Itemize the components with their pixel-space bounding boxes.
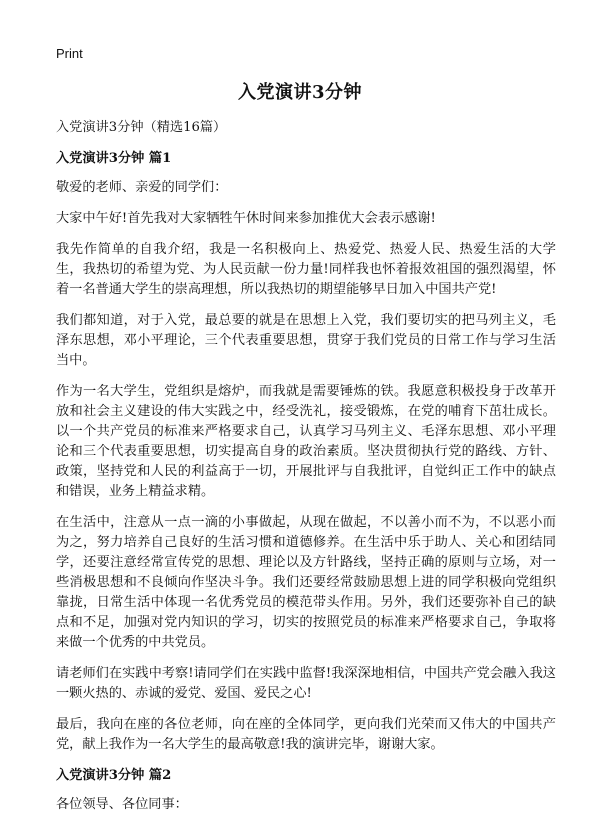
paragraph: 我们都知道，对于入党，最总要的就是在思想上入党，我们要切实的把马列主义，毛泽东思想，邓小平理论，三个代表重要思想，贯穿于我们党员的日常工作与学习生活当中。 <box>56 313 556 368</box>
document-subtitle: 入党演讲3分钟（精选16篇） <box>56 120 227 135</box>
paragraph: 敬爱的老师、亲爱的同学们： <box>56 180 228 195</box>
page-title: 入党演讲3分钟 <box>237 82 363 103</box>
paragraph: 各位领导、各位同事： <box>56 797 188 812</box>
paragraph: 我先作简单的自我介绍，我是一名积极向上、热爱党、热爱人民、热爱生活的大学生，我热切的希望为党、为人民贡献一份力量!同样我也怀着报效祖国的强烈渴望，怀着一名普通大学生的崇高理想，所以我热切的期望能够早日加入中国共产党! <box>56 242 556 297</box>
section-2 <box>56 766 556 815</box>
section-heading: 入党演讲3分钟 篇2 <box>56 768 172 783</box>
paragraph: 大家中午好!首先我对大家牺牲午休时间来参加推优大会表示感谢! <box>56 211 436 226</box>
paragraph: 在生活中，注意从一点一滴的小事做起，从现在做起，不以善小而不为，不以恶小而为之，努力培养自己良好的生活习惯和道德修养。在生活中乐于助人、关心和团结同学，还要注意经常宣传党的思想、理论以及方针路线，坚持正确的原则与立场，对一些消极思想和不良倾向作坚决斗争。我们还要经常鼓励思想上进的同学积极向党组织靠拢，日常生活中体现一名优秀党员的模范带头作用。另外，我们还要弥补自己的缺点和不足，加强对党内知识的学习，切实的按照党员的标准来严格要求自己，争取将来做一个优秀的中共党员。 <box>56 515 556 650</box>
print-link[interactable]: Print <box>56 46 83 61</box>
section-heading: 入党演讲3分钟 篇1 <box>56 151 172 166</box>
section-1 <box>56 149 556 755</box>
document-body <box>56 118 556 826</box>
paragraph: 请老师们在实践中考察!请同学们在实践中监督!我深深地相信，中国共产党会融入我这一颗火热的、赤诚的爱党、爱国、爱民之心! <box>56 666 556 701</box>
paragraph: 作为一名大学生，党组织是熔炉，而我就是需要锤炼的铁。我愿意积极投身于改革开放和社会主义建设的伟大实践之中，经受洗礼，接受锻炼，在党的哺育下茁壮成长。以一个共产党员的标准来严格要求自己，认真学习马列主义、毛泽东思想、邓小平理论和三个代表重要思想，切实提高自身的政治素质。坚决贯彻执行党的路线、方针、政策，坚持党和人民的利益高于一切，开展批评与自我批评，自觉纠正工作中的缺点和错误，业务上精益求精。 <box>56 384 556 499</box>
paragraph: 最后，我向在座的各位老师，向在座的全体同学，更向我们光荣而又伟大的中国共产党，献上我作为一名大学生的最高敬意!我的演讲完毕，谢谢大家。 <box>56 717 556 752</box>
